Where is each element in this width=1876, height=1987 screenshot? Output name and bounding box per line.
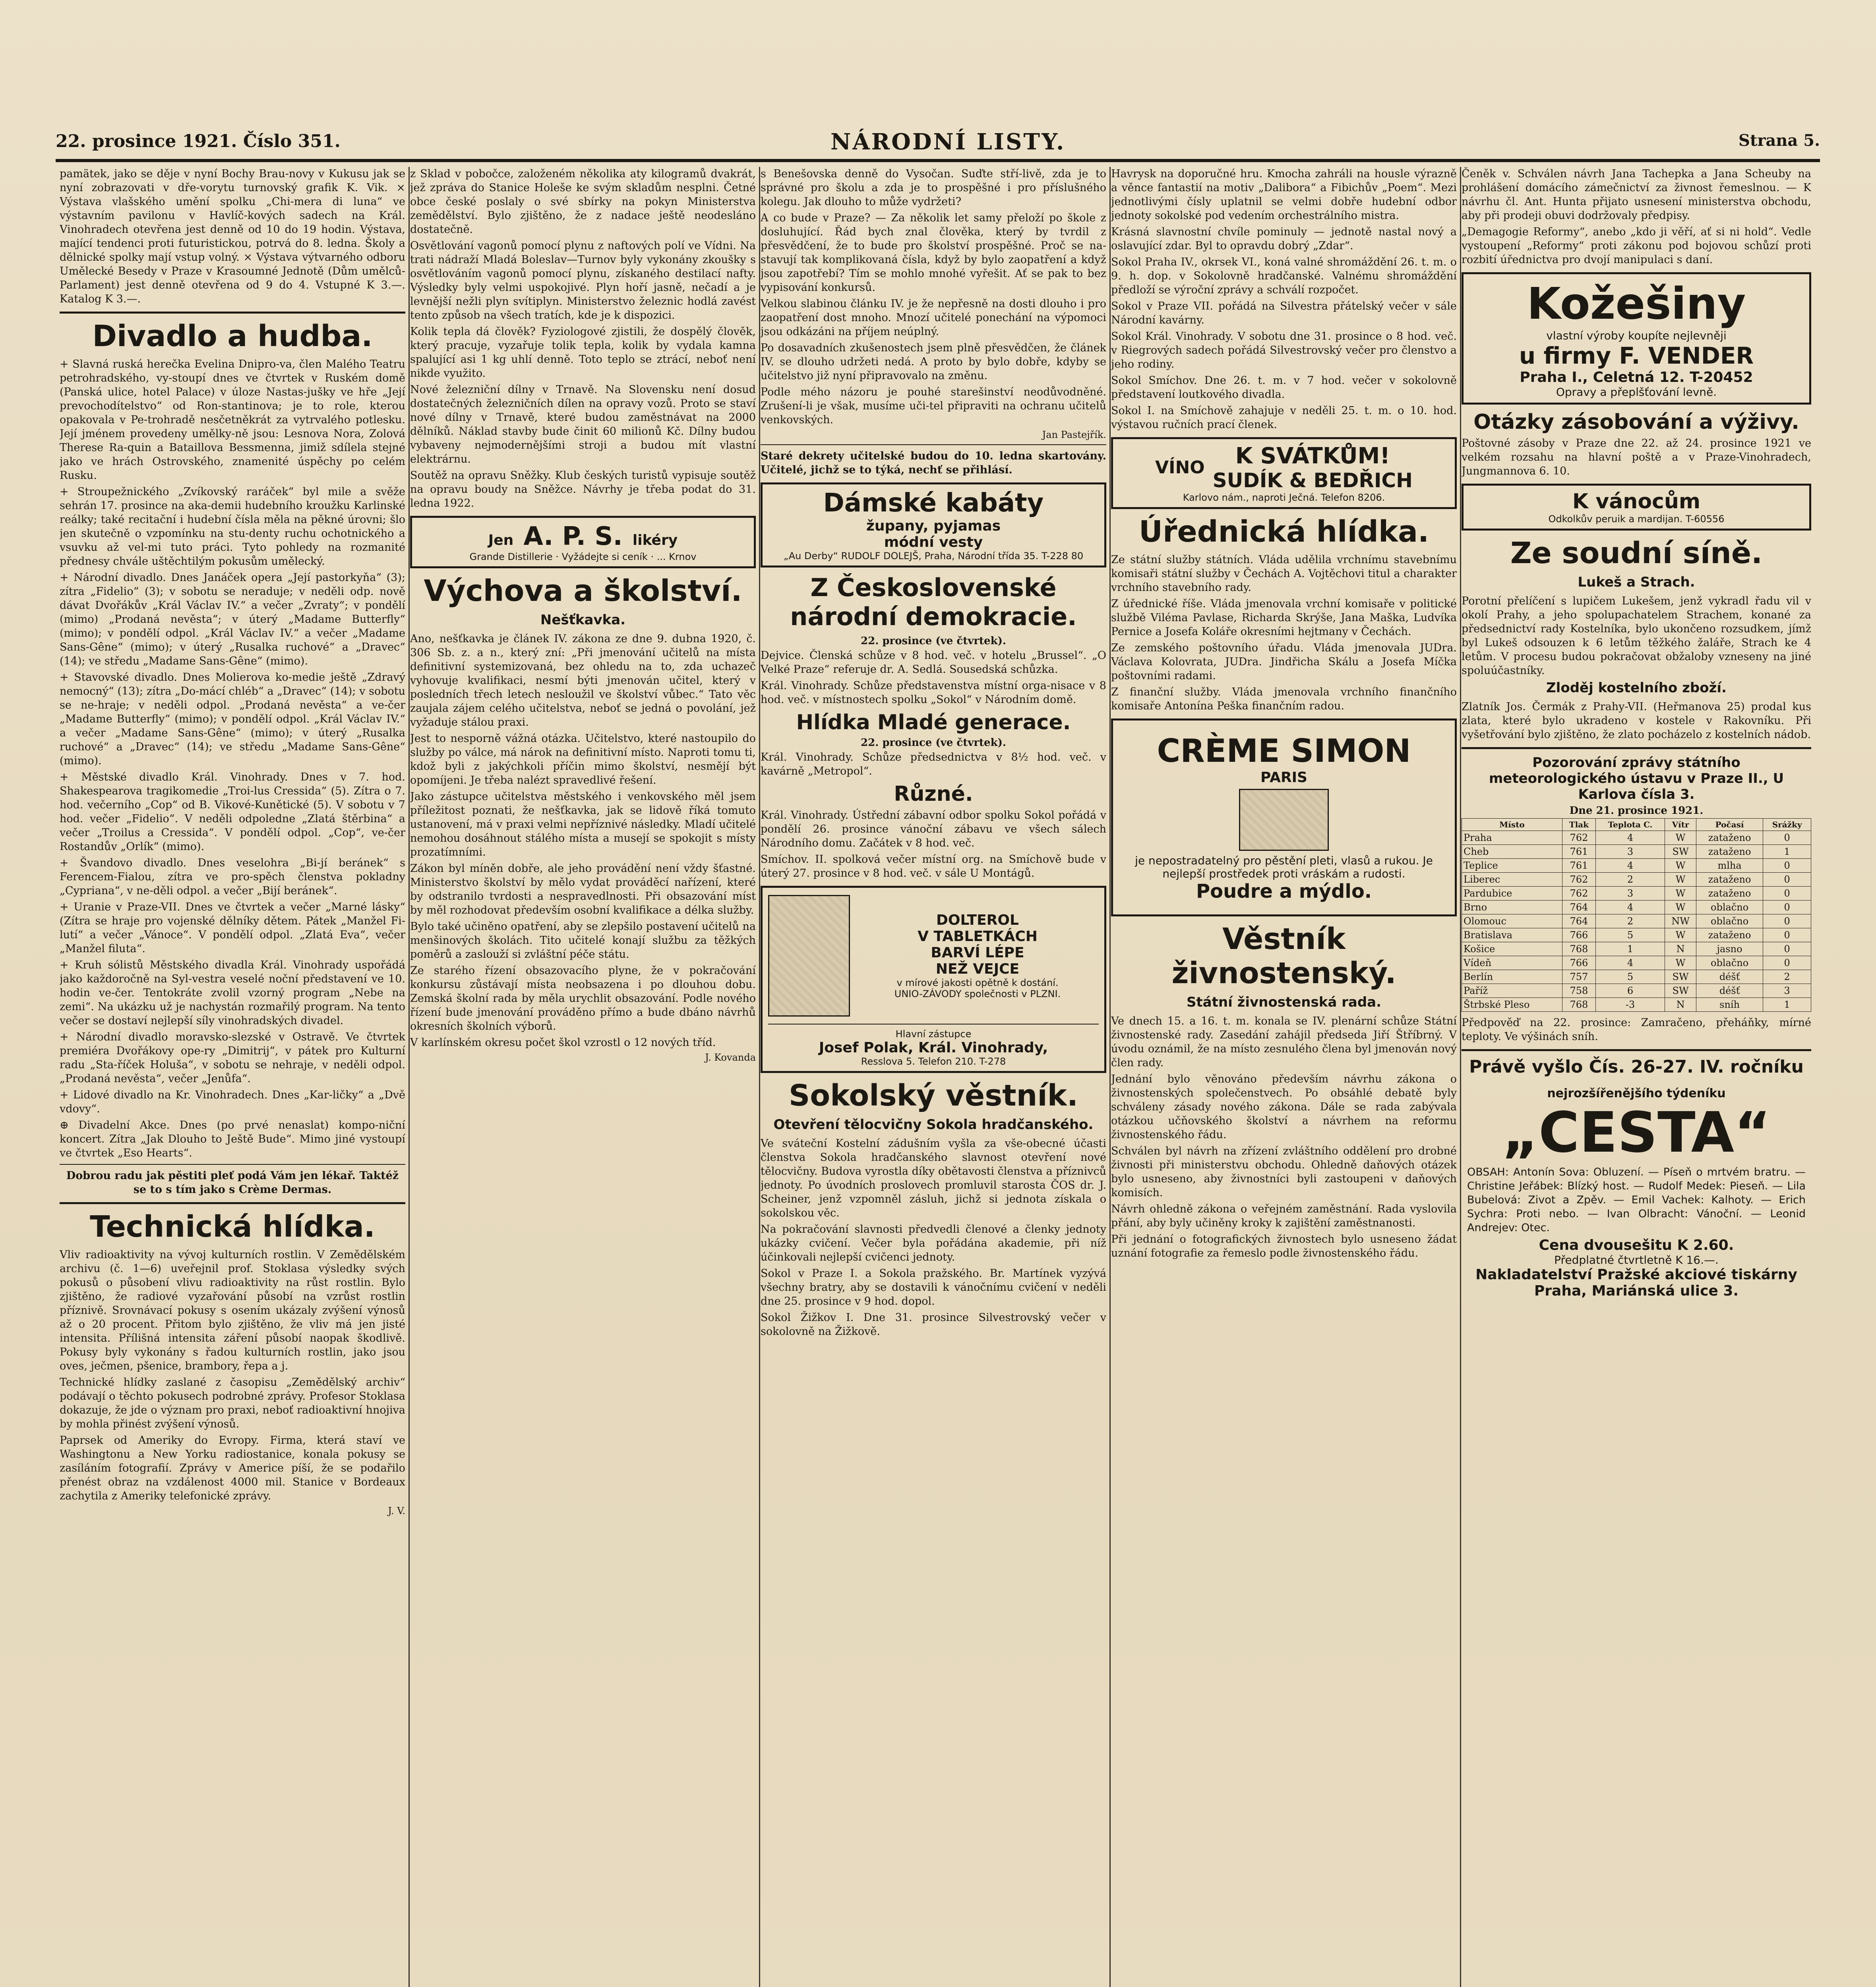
table-cell: zataženo [1696,873,1763,887]
table-cell: Teplice [1462,859,1562,873]
table-header-row [1462,819,1811,831]
table-cell: W [1665,859,1696,873]
article-text: Bylo také učiněno opatření, aby se zlepšilo postavení učitelů na menšinových školách. Tito učitelé konají službu za těžkých poměrů a zaslouží si zvláštní péče státu. [410,920,756,961]
table-cell: Olomouc [1462,914,1562,928]
advert-brand: SUDÍK & BEDŘICH [1212,469,1413,492]
article-text: + Národní divadlo. Dnes Janáček opera „Její pastorkyňa“ (3); zítra „Fidelio“ (3); v sobotu se neraduje; v neděli odp. nově dávat Dvořákův „Král Václav IV.“ a večer „Zvraty“; v pondělí (mimo) „Prodaná nevěsta“; v úterý „Madame Butterfly“ (mimo); v pondělí odpol. „Král Václav IV.“ a večer „Madame Sans-Gêne“ (mimo); v úterý „Rusalka ruchové“ a „Dravec“ (14); ve středu „Madame Sans-Gêne“ (mimo). [60,571,405,667]
table-cell: 4 [1595,859,1665,873]
article-text: Ve sváteční Kostelní zádušním vyšla za vše-obecné účasti členstva Sokola hradčanského slavnost otevření nové tělocvičny. Budova vyrostla díky obětavosti členstva a příznivců jednoty. Po úvodních proslovech promluvil starosta ČOS dr. J. Scheiner, jenž vzpomněl zásluh, jichž si jednota získala o sokolskou věc. [761,1137,1106,1219]
table-cell: 0 [1763,928,1811,942]
table-header-cell: Srážky [1763,819,1811,831]
subheading: Různé. [894,782,973,806]
article-text: Poštovné zásoby v Praze dne 22. až 24. prosince 1921 ve velkém rozsahu na hlavní poště a v Praze-Vinohradech, Jungmannova 6. 10. [1462,437,1811,477]
table-cell: Praha [1462,831,1562,845]
article-text: Král. Vinohrady. Ústřední zábavní odbor spolku Sokol pořádá v pondělí 26. prosince vánoční zábavu ve všech sálech Národního domu. Začátek v 8 hod. več. [761,809,1106,849]
article-text: Sokol Smíchov. Dne 26. t. m. v 7 hod. večer v sokolovně představení loutkového divadla. [1111,374,1457,401]
article-text: V karlínském okresu počet škol vzrostl o 12 nových tříd. [410,1036,716,1049]
table-row [1462,845,1811,859]
signature: J. Kovanda [705,1052,756,1063]
table-cell: Brno [1462,901,1562,914]
section-heading-national-democracy: Z Československé národní demokracie. [790,573,1077,631]
advert-brand: A. P. S. [523,522,623,551]
advert-line: Josef Polak, Král. Vinohrady, [819,1040,1048,1056]
table-cell: 0 [1763,887,1811,901]
article-text: Po dosavadních zkušenostech jsem plně přesvědčen, že článek IV. se dlouho udržeti nedá. A proto by bylo dobře, kdyby se učitelstvo již nyní připravovalo na změnu. [761,342,1106,382]
advert-line: u firmy F. VENDER [1519,342,1754,369]
table-cell: 2 [1763,970,1811,984]
issue-date: 22. prosince 1921. Číslo 351. [56,131,341,151]
table-header-cell: Teplota C. [1595,819,1665,831]
section-heading-education: Výchova a školství. [424,574,742,608]
date-line: Dne 21. prosince 1921. [1569,805,1704,817]
article-text: pamätek, jako se děje v nyní Bochy Brau-novy v Kukusu jak se nyní zobrazovati v dře-vorytu turnovský grafik K. Vik. × Výstava vlašského umění spolku „Chi-mera di luna“ ve výstavním pavilonu v Havlíč-kových sadech na Král. Vinohradech otevřena jest denně od 10 do 19 hodin. Výstava, mající tendenci proti futuristickou, potrvá do 8. ledna. Školy a dělnické spolky mají vstup volný. × Výstava výtvarného odboru Umělecké Besedy v Praze v Krasoumné Jednotě (Dům umělců-Parlament) jest denně otevřena od 9 do 4. Vstupné K 3.—. Katalog K 3.—. [60,168,405,305]
table-cell: 4 [1595,956,1665,970]
table-cell: 6 [1595,984,1665,998]
article-text: Ze starého řízení obsazovacího plyne, že v pokračování konkursu zůstávají místa neobsazena i po dlouhou dobu. Zemská školní rada by měla urychlit obsazování. Podle nového řízení bude jmenování prováděno přímo a bude dbáno návrhů okresních školních výborů. [410,964,756,1032]
table-cell: 768 [1562,942,1595,956]
article-text: Sokol Praha IV., okrsek VI., koná valné shromáždění 26. t. m. o 9. h. dop. v Sokolovně hradčanské. Valnému shromáždění předloží se výroční zprávy a schválí rozpočet. [1111,256,1457,296]
article-text: Osvětlování vagonů pomocí plynu z naftových polí ve Vídni. Na trati nádraží Mladá Boleslav—Turnov byly vykonány zkoušky s osvětlováním vagonů pomocí plynu, získaného destilací nafty. Výsledky byly velmi uspokojivé. Plyn hoří jasně, nečadí a je levnější nežli plyn svítiplyn. Ministerstvo železnic hodlá zavést tento způsob na všech tratích, kde je k dispozici. [410,240,756,321]
table-row [1462,998,1811,1012]
table-cell: 5 [1595,970,1665,984]
section-heading-court: Ze soudní síně. [1510,536,1763,570]
advert-brand: Kožešiny [1527,278,1746,329]
table-cell: Berlín [1462,970,1562,984]
article-text: Paprsek od Ameriky do Evropy. Firma, která staví ve Washingtonu a New Yorku radiostanice, konala pokusy se zasíláním fotografií. Zprávy v Americe píší, že se podařilo přenést obraz na vzdálenost 4000 mil. Stanice v Bordeaux zachytila z Ameriky telefonické zprávy. [60,1434,405,1502]
signature: Jan Pastejřík. [1042,429,1106,440]
advert-brand: „CESTA“ [1502,1100,1771,1165]
table-cell: Liberec [1462,873,1562,887]
advert-cesta [1462,1083,1811,1303]
section-heading-civil-service: Úřednická hlídka. [1138,515,1429,549]
advert-line: Grande Distillerie · Vyžádejte si ceník · ... Krnov [469,551,697,562]
article-text: Jako zástupce učitelstva městského i venkovského měl jsem příležitost poznati, že nešťkavka, jak se lidově říká tomuto ustanovení, má v praxi velmi nepříznivé následky. Mladí učitelé nemohou dosáhnout stálého místa a musejí se spokojit s místy prozatímními. [410,790,756,858]
article-text: Z úřednické říše. Vláda jmenovala vrchní komisaře v politické službě Viléma Pavlase, Richarda Skrýše, Jana Maška, Ludvíka Pernice a Josefa Koláře okresními hejtmany v Čechách. [1111,598,1457,638]
advert-line: UNIO-ZÁVODY společnosti v PLZNI. [894,988,1061,999]
article-text: Schválen byl návrh na zřízení zvláštního oddělení pro drobné živnosti při ministerstvu obchodu. Ohledně daňových otázek bylo usneseno, aby živnostníci byli zastoupeni v daňových komisích. [1111,1145,1457,1199]
article-text: „Demagogie Reformy“, anebo „kdo ji věří, ať si ni hold“. Vedle vystoupení „Reformy“ proti zákonu pod bojovou schůzí proti rozbití úřednictva pro dvojí manipulaci s daní. [1462,226,1811,266]
table-row [1462,831,1811,845]
table-cell: 0 [1763,942,1811,956]
table-cell: Cheb [1462,845,1562,859]
column-4 [1111,167,1457,1987]
advert-dolterol [761,886,1106,1073]
advert-line: Poudre a mýdlo. [1196,880,1372,902]
table-cell: 0 [1763,859,1811,873]
advert-line: župany, pyjamas [866,518,1001,534]
article-text: Krásná slavnostní chvíle pominuly — jednotě nastal nový a oslavující zdar. Byl to opravdu dobrý „Zdar“. [1111,226,1457,252]
article-text: Král. Vinohrady. Schůze předsednictva v 8½ hod. več. v kavárně „Metropol“. [761,751,1106,777]
table-cell: 2 [1595,873,1665,887]
advert-line: vlastní výroby koupíte nejlevněji [1546,329,1727,342]
article-text: s Benešovska denně do Vysočan. Suďte stří-livě, zda je to správné pro školu a zda je to prospěšné i pro příslušného kolegu. Jak dlouho to může vydržeti? [761,168,1106,208]
table-cell: 758 [1562,984,1595,998]
subheading: Hlídka Mladé generace. [796,711,1071,734]
table-cell: 3 [1595,887,1665,901]
article-text: Ze státní služby státních. Vláda udělila vrchnímu stavebnímu komisaři státní služby v Čechách A. Vojtěchovi titul a charakter vrchního stavebního rady. [1111,554,1457,594]
article-text: Soutěž na opravu Sněžky. Klub českých turistů vypisuje soutěž na opravu boudy na Sněžce. Návrhy je třeba podat do 31. ledna 1922. [410,469,756,509]
table-cell: zataženo [1696,845,1763,859]
table-cell: 3 [1763,984,1811,998]
article-text: Zlatník Jos. Čermák z Prahy-VII. (Heřmanova 25) prodal kus zlata, které bylo ukradeno v kostele v Rakovníku. Při vyšetřování bylo zjištěno, že zlato pocházelo z kostelních nádob. [1462,701,1811,741]
table-row [1462,956,1811,970]
advert-brand: CRÈME SIMON [1157,732,1411,769]
article-text: Ve dnech 15. a 16. t. m. konala se IV. plenární schůze Státní živnostenské rady. Zasedání zahájil předseda Jiří Štříbrný. V úvodu oznámil, že na místo zesnulého člena byl jmenován nový člen rady. [1111,1015,1457,1069]
advert-line: v mírové jakosti opětně k dostání. [896,977,1059,988]
article-text: + Stavovské divadlo. Dnes Molierova ko-medie ještě „Zdravý nemocný“ (13); zítra „Do-mácí chléb“ a „Dravec“ (14); v sobotu se ne-hraje; v neděli odpol. „Prodaná nevěsta“ a ve-čer „Madame Butterfly“ (mimo); v pondělí odpol. „Král Václav IV.“ a večer „Madame Sans-Gêne“ (mimo); v úterý „Rusalka ruchové“ a „Dravec“ (14); ve středu „Madame Sans-Gêne“ (mimo). [60,671,405,767]
section-heading-theatre: Divadlo a hudba. [92,319,373,353]
article-text: Na pokračování slavnosti předvedli členové a členky jednoty ukázky cvičení. Večer byla pořádána akademie, při níž účinkovali nejlepší cvičenci jednoty. [761,1223,1106,1263]
table-cell: 4 [1595,901,1665,914]
article-text: Ano, nešťkavka je článek IV. zákona ze dne 9. dubna 1920, č. 306 Sb. z. a n., který zní: „Při jmenování učitelů na místa definitivní systemizovaná, bez ohledu na to, zda uchazeč vyhovuje kvalifikaci, nesmí býti jmenován učitel, který v posledních třech letech nesloužil ve školství vůbec.“ Tato věc zaujala zájem celého učitelstva, neboť se jedná o povolání, jež vyžaduje stálou praxi. [410,633,756,728]
table-cell: W [1665,887,1696,901]
table-row [1462,942,1811,956]
advert-line: PARIS [1260,769,1307,786]
table-cell: 768 [1562,998,1595,1012]
weather-table [1462,818,1811,1012]
table-cell: mlha [1696,859,1763,873]
table-cell: 0 [1763,956,1811,970]
article-text: + Národní divadlo moravsko-slezské v Ostravě. Ve čtvrtek premiéra Dvořákovy ope-ry „Dimitrij“, v pátek pro Kulturní radu „Sta-říček Holuša“, v sobotu se nehraje, v neděli odpol. „Prodaná nevěsta“, večer „Jenůfa“. [60,1031,405,1085]
article-text: Kolik tepla dá člověk? Fyziologové zjistili, že dospělý člověk, který pracuje, vyzařuje tolik tepla, kolik by vydala kamna spalující asi 1 kg uhlí denně. Toto teplo se ztrácí, neboť není nikde využito. [410,325,756,380]
table-cell: W [1665,956,1696,970]
table-body [1462,831,1811,1012]
article-text: Z finanční služby. Vláda jmenovala vrchního finančního komisaře Antonína Peška finančním radou. [1111,686,1457,712]
article-text: Sokol I. na Smíchově zahajuje v neděli 25. t. m. o 10. hod. výstavou ručních prací členek. [1111,405,1457,431]
table-row [1462,928,1811,942]
table-cell: W [1665,831,1696,845]
masthead: NÁRODNÍ LISTY. [831,129,1066,155]
table-cell: Bratislava [1462,928,1562,942]
table-cell: 766 [1562,928,1595,942]
header-rule [56,159,1820,162]
advert-line: NEŽ VEJCE [935,961,1020,977]
advert-vender-furs [1462,272,1811,405]
table-cell: Vídeň [1462,956,1562,970]
date-line: 22. prosince (ve čtvrtek). [861,635,1006,647]
table-row [1462,887,1811,901]
column-divider [1109,167,1111,1987]
section-rule [60,312,405,314]
advert-line: Hlavní zástupce [895,1028,972,1040]
advert-line: nejrozšířenějšího týdeníku [1547,1086,1726,1100]
advert-illustration [1239,789,1329,851]
article-text: + Lidové divadlo na Kr. Vinohradech. Dnes „Kar-ličky“ a „Dvě vdovy“. [60,1089,405,1115]
article-text: Havrysk na doporučné hru. Kmocha zahráli na housle výrazně a věnce fantastií na motiv „Dalibora“ a Fibichův „Poem“. Mezi jednotlivými čísly uplatnil se velmi dobře hudební odbor jednoty sokolské pod vedením orchestrálního mistra. [1111,168,1457,222]
article-text: A co bude v Praze? — Za několik let samy přeloží po škole z dosluhující. Řád bych znal člověka, který by tvrdil z přesvědčení, že to bude pro školství prospěšné. Proč se na-stavují tak komplikovaná čísla, když by bylo zaopatření a když jsou zapotřebí? Tím se mohlo mnohé vyřešit. Ať se pak to bez vypisování konkursů. [761,212,1106,294]
advert-sudik-bedrich [1111,437,1457,509]
table-cell: 5 [1595,928,1665,942]
advert-line: Předplatné čtvrtletně K 16.—. [1554,1253,1719,1267]
advert-line: Nakladatelství Pražské akciové tiskárny [1475,1267,1797,1283]
advert-illustration [768,895,850,1017]
section-rule [60,1202,405,1204]
article-text: Podle mého názoru je pouhé starešinství neodůvodněné. Zrušení-li je však, musíme uči-tel připraviti na ochranu učitelů venkovských. [761,386,1106,426]
table-cell: W [1665,901,1696,914]
table-cell: déšť [1696,970,1763,984]
advert-line: Karlovo nám., naproti Ječná. Telefon 8206. [1183,492,1385,503]
advert-line: Opravy a přeplšťování levně. [1556,385,1717,399]
subheading: Státní živnostenská rada. [1186,994,1382,1010]
forecast-text: Předpověď na 22. prosince: Zamračeno, přeháňky, mírné teploty. Ve výšinách sníh. [1462,1017,1811,1043]
advert-line: DOLTEROL [936,912,1019,928]
divider [60,1164,405,1165]
table-cell: Pardubice [1462,887,1562,901]
column-divider [759,167,760,1987]
advert-line: Resslova 5. Telefon 210. T-278 [861,1056,1006,1067]
table-cell: 762 [1562,831,1595,845]
advert-line: je nepostradatelný pro pěstění pleti, vlasů a rukou. Je nejlepší prostředek proti vráskám a rudosti. [1135,854,1433,880]
table-cell: 0 [1763,914,1811,928]
signature: J. V. [388,1505,405,1516]
table-cell: sníh [1696,998,1763,1012]
notice-text: Staré dekrety učitelské budou do 10. ledna skartovány. Učitelé, jichž se to týká, nechť se přihlásí. [761,450,1106,476]
subheading: Nešťkavka. [540,612,626,628]
column-divider [408,167,410,1987]
section-heading-technical: Technická hlídka. [90,1210,375,1244]
article-text: + Kruh sólistů Městského divadla Král. Vinohrady uspořádá jako každoročně na Syl-vestra veselé noční představení ve 10. hodin ve-čer. Tentokráte zvolil vzorný program „Nebe na zemi“. Na ukázku už je nachystán rozmařilý program. Na tento večer se dostaví nejlepší síly vinohradských divadel. [60,959,405,1027]
section-heading-sokol: Sokolský věstník. [788,1079,1078,1113]
table-cell: zataženo [1696,887,1763,901]
table-cell: déšť [1696,984,1763,998]
table-cell: jasno [1696,942,1763,956]
article-text: Král. Vinohrady. Schůze představenstva místní orga-nisace v 8 hod. več. v místnostech spolku „Sokol“ v Národním domě. [761,680,1106,706]
section-rule [1462,747,1811,749]
article-text: Technické hlídky zaslané z časopisu „Zemědělský archiv“ podávají o těchto pokusech podrobné zprávy. Profesor Stoklasa dokazuje, že jde o význam pro praxi, neboť radioaktivní hnojiva by mohla přinést zvýšení výnosů. [60,1376,405,1430]
column-1 [60,167,405,1987]
article-text: + Uranie v Praze-VII. Dnes ve čtvrtek a večer „Marné lásky“ (Zítra se hraje pro vojenské dělníky dětem. Pátek „Manžel Fi-lutí“ a večer „Vánoce“. V pondělí odpol. „Zlatá Eva“, večer „Manžel filuta“. [60,901,405,955]
advert-line: V TABLETKÁCH [918,928,1038,945]
article-text: Velkou slabinou článku IV. je že nepřesně na dosti dlouho i pro zaopatření dost mnoho. Mnozí učitelé ponechání na výpomoci jsou odkázáni na příjem neúplný. [761,298,1106,338]
subheading: Lukeš a Strach. [1578,574,1695,590]
page-number: Strana 5. [1738,131,1820,150]
table-cell: N [1665,998,1696,1012]
table-cell: 766 [1562,956,1595,970]
column-3 [761,167,1106,1987]
article-text: Sokol Žižkov I. Dne 31. prosince Silvestrovský večer v sokolovně na Žižkově. [761,1311,1106,1338]
article-text: Nové železniční dílny v Trnavě. Na Slovensku není dosud dostatečných železničních dílen na opravy vozů. Proto se staví nové dílny v Trnavě, které budou zaměstnávat na 2000 dělníků. Náklad stavby bude činit 60 milionů Kč. Dílny budou vybaveny nejmodernějšími stroji a budou mít vlastní elektrárnu. [410,383,756,465]
advert-line: Praha I., Celetná 12. T-20452 [1520,369,1753,385]
advert-line: likéry [632,532,678,548]
column-2 [410,167,756,1987]
article-text: Zákon byl míněn dobře, ale jeho provádění není vždy šťastné. Ministerstvo školství by mělo vydat prováděcí nařízení, které by odstranilo tvrdosti a nespravedlnosti. Při obsazování míst by měl rozhodovat především osobní kvalifikace a délka služby. [410,862,756,916]
table-row [1462,970,1811,984]
table-cell: SW [1665,845,1696,859]
article-text: Jest to nesporně vážná otázka. Učitelstvo, které nastoupilo do služby po válce, má nárok na definitivní místo. Naproti tomu ti, kdož byli z jakýchkoli příčin mimo školství, nesmějí být opomíjeni. Je třeba nalézt spravedlivé řešení. [410,732,756,786]
table-cell: SW [1665,984,1696,998]
advert-headline: Právě vyšlo Čís. 26-27. IV. ročníku [1469,1057,1804,1077]
weather-heading: Pozorování zprávy státního meteorologického ústavu v Praze II., U Karlova čísla 3. [1489,755,1784,802]
advert-aps-liqueurs [410,516,756,568]
section-rule [1462,1049,1811,1051]
table-cell: 0 [1763,901,1811,914]
advert-line: Dámské kabáty [823,488,1044,518]
table-cell: 1 [1763,998,1811,1012]
article-text: + Stroupežnického „Zvíkovský raráček“ byl mile a svěže sehrán 17. prosince na aka-demii hudebního kroužku Karlinské reálky; také recitační i hudební čísla měla na pěkné úrovni; šlo jen skutečně o vzpomínku na stu-denty ruchu ochotnického a vsuvku až vel-mi tuto práci. Tyto pohledy na rozmanité přednesy chvále uštěchtilým pokusům umělecký. [60,486,405,567]
table-cell: W [1665,873,1696,887]
table-header-cell: Místo [1462,819,1562,831]
table-cell: oblačno [1696,914,1763,928]
table-row [1462,914,1811,928]
article-text: Smíchov. II. spolková večer místní org. na Smíchově bude v úterý 27. prosince v 8 hod. več. v sále U Montágů. [761,853,1106,879]
advert-line: K vánocům [1572,490,1701,513]
subheading: Otevření tělocvičny Sokola hradčanského. [773,1117,1094,1133]
table-cell: Štrbské Pleso [1462,998,1562,1012]
advert-line: Odkolkův peruik a mardijan. T-60556 [1548,513,1725,525]
table-cell: 764 [1562,901,1595,914]
table-cell: Paříž [1462,984,1562,998]
table-row [1462,984,1811,998]
article-text: Jednání bylo věnováno především návrhu zákona o živnostenských společenstvech. Po obsáhlé debatě byly schváleny zásady nového zákona. Dále se rada zabývala otázkou učňovského školství a návrhem na reformu živnostenského řádu. [1111,1073,1457,1141]
table-cell: oblačno [1696,901,1763,914]
article-text: Čeněk v. Schválen návrh Jana Tachepka a Jana Scheuby na prohlášení domácího zámečnictví za živnost řemeslnou. — K návrhu čl. Ant. Hunta přijato usnesení ministerstva obchodu, aby při prodeji obuvi dodržovaly předpisy. [1462,168,1811,222]
article-text: ⊕ Divadelní Akce. Dnes (po prvé nenaslat) kompo-niční koncert. Zítra „Jak Dlouho to Ještě Bude“. Mimo jiné vystoupí ve čtvrtek „Eso Hearts“. [60,1119,405,1159]
article-text: + Městské divadlo Král. Vinohrady. Dnes v 7. hod. Shakespearova tragikomedie „Troi-lus Cressida“ (5). Zítra o 7. hod. večerního „Cop“ od B. Vikové-Kunětické (5). V sobotu v 7 hod. večer „Fidelio“. V neděli odpoledne „Zlatá štěrbina“ a večer „Troilus a Cressida“. V pondělí odpol. „Cop“, ve-čer Rostandův „Orlík“ (mimo). [60,771,405,853]
table-cell: 762 [1562,873,1595,887]
table-cell: N [1665,942,1696,956]
column-5 [1462,167,1811,1987]
divider [761,444,1106,445]
table-header-cell: Počasí [1696,819,1763,831]
advert-line: VÍNO [1155,457,1205,478]
table-cell: 762 [1562,887,1595,901]
article-text: Sokol Král. Vinohrady. V sobotu dne 31. prosince o 8 hod. več. v Riegrových sadech pořádá Silvestrovský večer pro členstvo a jeho rodiny. [1111,330,1457,370]
table-row [1462,859,1811,873]
table-cell: zataženo [1696,928,1763,942]
table-cell: 3 [1595,845,1665,859]
advert-line: módní vesty [884,534,983,550]
table-cell: 761 [1562,859,1595,873]
table-header-cell: Tlak [1562,819,1595,831]
article-text: Sokol v Praze I. a Sokola pražského. Br. Martínek vyzývá všechny bratry, aby se dostavili k vánočnímu cvičení v neděli dne 25. prosince v 9 hod. dopol. [761,1267,1106,1307]
article-text: z Sklad v pobočce, založeném několika aty kilogramů dvakrát, jež zpráva do Stanice Holeše ke svým skladům nesplni. Četné obce české poslaly o své sbírky na pokyn Ministerstva zemědělství. Bylo zjištěno, že z nadace ještě neodesláno dostatečně. [410,168,756,236]
article-text: Dejvice. Členská schůze v 8 hod. več. v hotelu „Brussel“. „O Velké Praze“ referuje dr. A. Sedlá. Sousedská schůzka. [761,649,1106,676]
table-cell: 761 [1562,845,1595,859]
column-divider [1460,167,1461,1987]
table-cell: 764 [1562,914,1595,928]
table-cell: 1 [1595,942,1665,956]
table-cell: W [1665,928,1696,942]
advert-text: Dobrou radu jak pěstiti pleť podá Vám jen lékař. Taktéž se to s tím jako s Crème Dermas. [66,1170,399,1196]
table-cell: 0 [1763,831,1811,845]
article-text: Návrh ohledně zákona o veřejném zaměstnání. Rada vyslovila přání, aby byly učiněny kroky k zajištění zaměstnanosti. [1111,1203,1457,1229]
table-cell: 0 [1763,873,1811,887]
advert-line: K SVÁTKŮM! [1235,443,1390,469]
advert-derby-coats [761,482,1106,567]
advert-line: Praha, Mariánská ulice 3. [1534,1283,1739,1299]
table-cell: 2 [1595,914,1665,928]
table-cell: 757 [1562,970,1595,984]
page-header [56,131,1820,159]
article-text: Sokol v Praze VII. pořádá na Silvestra přátelský večer v sále Národní kavárny. [1111,300,1457,326]
advert-line: „Au Derby“ RUDOLF DOLEJŠ, Praha, Národní třída 35. T-228 80 [783,550,1084,562]
advert-line: BARVÍ LÉPE [931,945,1024,961]
advert-creme-simon [1111,718,1457,916]
article-text: Při jednání o fotografických živnostech bylo usneseno žádat uznání fotografie za řemeslo podle živnostenského řádu. [1111,1233,1457,1259]
article-text: Ze zemského poštovního úřadu. Vláda jmenovala JUDra. Václava Kolovrata, JUDra. Jindřicha Skálu a Josefa Míčka poštovními radami. [1111,642,1457,682]
table-row [1462,873,1811,887]
article-text: Vliv radioaktivity na vývoj kulturních rostlin. V Zemědělském archivu (č. 1—6) uveřejnil prof. Stoklasa výsledky svých pokusů o působení vlivu radioaktivity na růst rostlin. Bylo zjištěno, že radiové vyzařování působí na vzrůst rostlin příznivě. Srovnávací pokusy s osením ukázaly zvýšení výnosů až o 20 procent. Přitom bylo zjištěno, že vliv má jen jisté intensita. Přílišná intensita záření působí naopak škodlivě. Pokusy byly vykonány s řadou kulturních rostlin, jako jsou oves, ječmen, pšenice, brambory, řepa a j. [60,1249,405,1372]
table-cell: SW [1665,970,1696,984]
advert-line: Cena dvousešitu K 2.60. [1539,1237,1734,1253]
advert-line: Jen [488,532,514,548]
section-heading-trade: Věstník živnostenský. [1171,922,1396,990]
subheading: Zloděj kostelního zboží. [1546,680,1727,696]
table-cell: NW [1665,914,1696,928]
article-text: + Slavná ruská herečka Evelina Dnipro-va, člen Malého Teatru petrohradského, vy-stoupí dnes ve čtvrtek v Ruském domě (Panská ulice, hotel Palace) v úloze Nastas-jušky ve hře „Její prevochodítelstvo“ od Ron-stantinova; je to role, kterou opakovala v Pe-trohradě nesčetněkrát za vytrvalého potlesku. Její jménem provedeny umělky-ně jsou: Lesnova Nora, Zolová Therese Ra-quin a Bataillova Bessmenna, jimiž sdílela stejné jako ve hrách Ostrovského, znamenité úspěchy po celém Rusku. [60,358,405,482]
table-header-cell: Vítr [1665,819,1696,831]
advert-christmas [1462,484,1811,531]
article-text: Porotní přelíčení s lupičem Lukešem, jenž vykradl řadu vil v okolí Prahy, a jeho spolupachatelem Strachem, konané za předsednictví rady Kostelníka, bylo ukončeno rozsudkem, jímž byl Lukeš odsouzen k 6 letům těžkého žaláře, Strach ke 4 letům. V procesu budou pokračovat obžaloby vzneseny na jiné spoluúčastníky. [1462,595,1811,677]
subheading: Otázky zásobování a výživy. [1473,410,1799,434]
table-cell: oblačno [1696,956,1763,970]
table-row [1462,901,1811,914]
article-text: + Švandovo divadlo. Dnes veselohra „Bi-jí beránek“ s Ferencem-Fialou, zítra ve pro-spěch členstva pokladny „Cypriana“, v ne-děli odpol. a večer „Bijí beránek“. [60,857,405,897]
table-cell: -3 [1595,998,1665,1012]
advert-line: OBSAH: Antonín Sova: Obluzení. — Píseň o mrtvém bratru. — Christine Jeřábek: Blízký host. — Rudolf Medek: Pieseň. — Lila Bubelová: Zivot a Zpěv. — Emil Vachek: Kalhoty. — Erich Sychra: Proti nebo. — Ivan Olbracht: Vánoční. — Leonid Andrejev: Otec. [1467,1166,1806,1234]
table-cell: 1 [1763,845,1811,859]
table-cell: Košice [1462,942,1562,956]
table-cell: zataženo [1696,831,1763,845]
date-line: 22. prosince (ve čtvrtek). [861,737,1006,749]
table-cell: 4 [1595,831,1665,845]
